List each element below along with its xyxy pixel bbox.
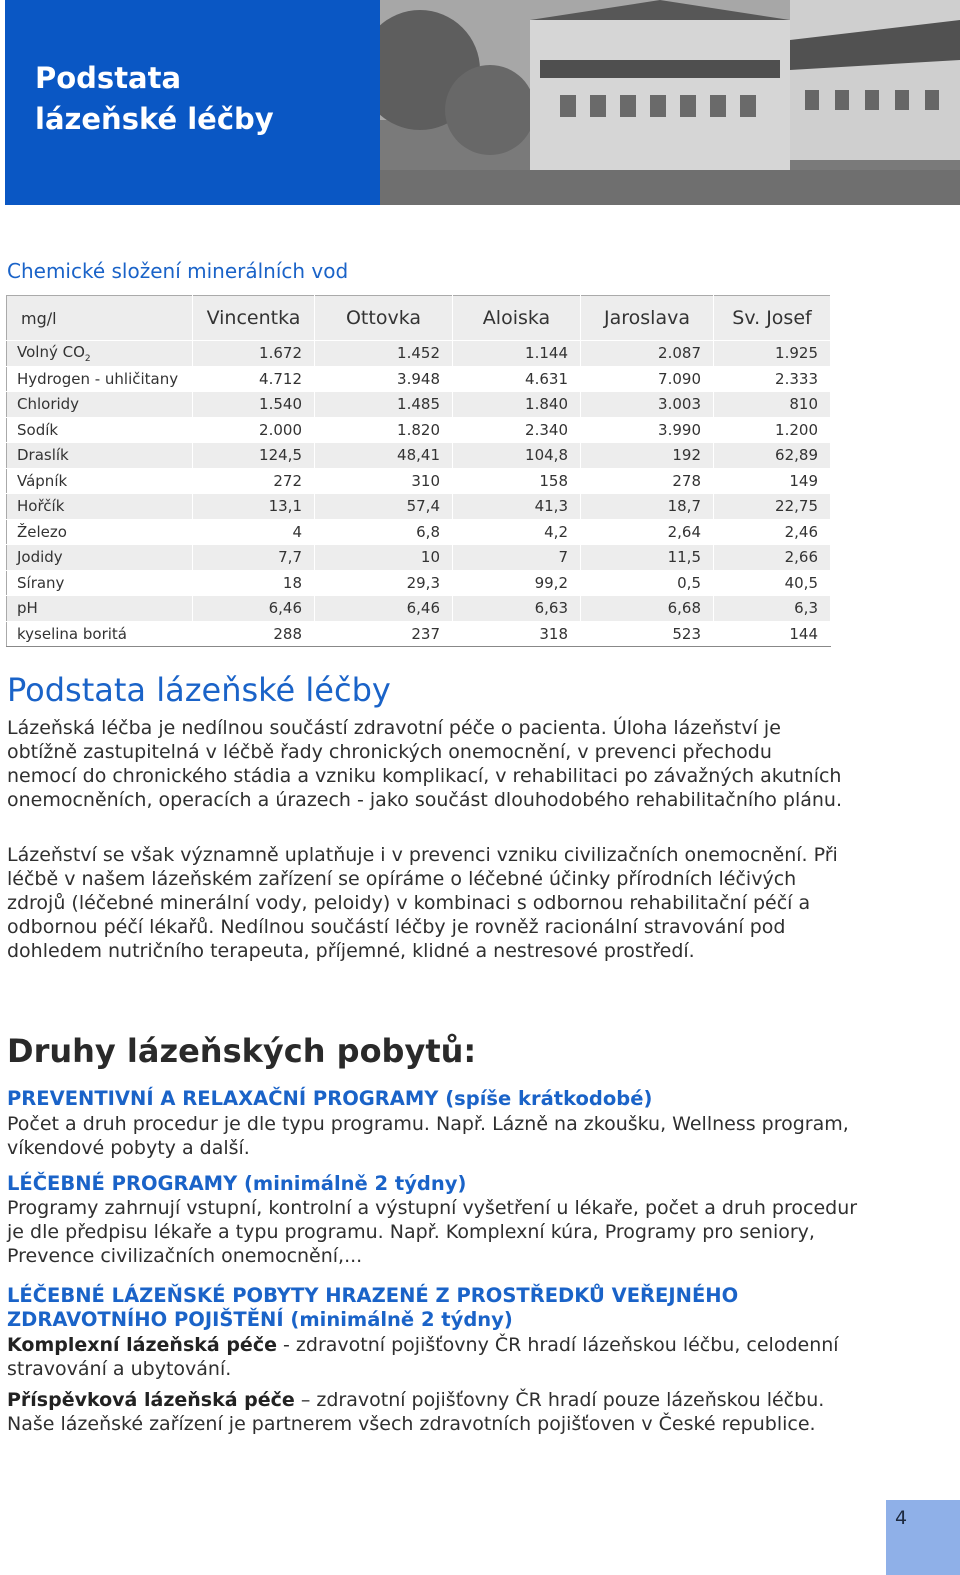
- table-section-title: Chemické složení minerálních vod: [7, 259, 349, 283]
- program-3-b-text: – zdravotní pojišťovny ČR hradí pouze lázeňskou léčbu. Naše lázeňské zařízení je partnerem všech zdravotních pojišťoven v České republice.: [7, 1389, 825, 1436]
- table-cell: 18: [193, 570, 315, 596]
- program-3-paragraph-a: [7, 1333, 867, 1381]
- program-1-title: PREVENTIVNÍ A RELAXAČNÍ PROGRAMY (spíše krátkodobé): [7, 1087, 653, 1110]
- table-cell: 810: [714, 392, 831, 418]
- minerals-table: [6, 295, 831, 647]
- table-cell: 318: [453, 621, 581, 647]
- intro-paragraph-2: Lázeňství se však významně uplatňuje i v prevenci vzniku civilizačních onemocnění. Při léčbě v našem lázeňském zařízení se opíráme o léčebné účinky přírodních léčivých zdrojů (léčebné minerální vody, peloidy) v kombinaci s odbornou rehabilitační péčí a odbornou péčí lékařů. Nedílnou součástí léčby je rovněž racionální stravování pod dohledem nutričního terapeuta, příjemné, klidné a nestresové prostředí.: [7, 844, 838, 963]
- table-cell: 4.631: [453, 366, 581, 392]
- table-cell: 29,3: [315, 570, 453, 596]
- table-cell: 11,5: [581, 545, 714, 571]
- table-cell: 2,64: [581, 519, 714, 545]
- table-cell: 7,7: [193, 545, 315, 571]
- table-cell: 158: [453, 468, 581, 494]
- title-line-2: lázeňské léčby: [35, 102, 274, 136]
- table-cell: 523: [581, 621, 714, 647]
- table-cell: 4,2: [453, 519, 581, 545]
- table-cell: 3.003: [581, 392, 714, 418]
- page-title: [35, 58, 274, 140]
- table-cell: 1.144: [453, 341, 581, 367]
- column-header: Ottovka: [315, 296, 453, 341]
- table-row: [7, 468, 831, 494]
- row-label: Sodík: [7, 417, 193, 443]
- table-row: [7, 494, 831, 520]
- table-row: [7, 545, 831, 571]
- table-cell: 6,46: [315, 596, 453, 622]
- table-cell: 7: [453, 545, 581, 571]
- table-row: [7, 570, 831, 596]
- row-label: pH: [7, 596, 193, 622]
- table-cell: 1.485: [315, 392, 453, 418]
- table-cell: 278: [581, 468, 714, 494]
- table-cell: 3.990: [581, 417, 714, 443]
- table-row: [7, 417, 831, 443]
- table-cell: 2.333: [714, 366, 831, 392]
- column-header: Vincentka: [193, 296, 315, 341]
- table-cell: 1.452: [315, 341, 453, 367]
- row-label: Jodidy: [7, 545, 193, 571]
- table-row: [7, 443, 831, 469]
- table-cell: 40,5: [714, 570, 831, 596]
- program-3-a-bold: Komplexní lázeňská péče: [7, 1334, 277, 1356]
- title-line-1: Podstata: [35, 61, 182, 95]
- table-cell: 237: [315, 621, 453, 647]
- row-label: Chloridy: [7, 392, 193, 418]
- row-label: Hydrogen - uhličitany: [7, 366, 193, 392]
- table-header-row: [7, 296, 831, 341]
- table-cell: 10: [315, 545, 453, 571]
- programs-heading: Druhy lázeňských pobytů:: [7, 1032, 477, 1070]
- intro-paragraph-1: Lázeňská léčba je nedílnou součástí zdravotní péče o pacienta. Úloha lázeňství je obtížně zastupitelná v léčbě řady chronických onemocnění, v prevenci přechodu nemocí do chronického stádia a vzniku komplikací, v rehabilitaci po závažných akutních onemocněních, operacích a úrazech - jako součást dlouhodobého rehabilitačního plánu.: [7, 717, 843, 812]
- table-cell: 2,46: [714, 519, 831, 545]
- table-cell: 144: [714, 621, 831, 647]
- column-header: Aloiska: [453, 296, 581, 341]
- row-label: Draslík: [7, 443, 193, 469]
- table-cell: 4: [193, 519, 315, 545]
- table-cell: 1.200: [714, 417, 831, 443]
- unit-header: mg/l: [7, 296, 193, 341]
- table-cell: 6,68: [581, 596, 714, 622]
- table-cell: 3.948: [315, 366, 453, 392]
- program-3-paragraph-b: [7, 1388, 867, 1436]
- row-label: Vápník: [7, 468, 193, 494]
- table-row: [7, 621, 831, 647]
- table-cell: 57,4: [315, 494, 453, 520]
- table-row: [7, 341, 831, 367]
- table-cell: 2.000: [193, 417, 315, 443]
- table-cell: 41,3: [453, 494, 581, 520]
- program-3-a-text: - zdravotní pojišťovny ČR hradí lázeňskou léčbu, celodenní stravování a ubytování.: [7, 1334, 839, 1381]
- table-cell: 104,8: [453, 443, 581, 469]
- table-cell: 22,75: [714, 494, 831, 520]
- row-label: kyselina boritá: [7, 621, 193, 647]
- table-cell: 2.087: [581, 341, 714, 367]
- table-cell: 62,89: [714, 443, 831, 469]
- table-cell: 272: [193, 468, 315, 494]
- table-cell: 6,46: [193, 596, 315, 622]
- program-2-text: Programy zahrnují vstupní, kontrolní a výstupní vyšetření u lékaře, počet a druh procedur je dle předpisu lékaře a typu programu. Např. Komplexní kúra, Programy pro seniory, Prevence civilizačních onemocnění,...: [7, 1197, 858, 1268]
- table-cell: 192: [581, 443, 714, 469]
- spa-building-photo: [380, 0, 960, 205]
- table-cell: 1.840: [453, 392, 581, 418]
- table-cell: 1.925: [714, 341, 831, 367]
- table-cell: 149: [714, 468, 831, 494]
- table-cell: 2,66: [714, 545, 831, 571]
- table-cell: 13,1: [193, 494, 315, 520]
- table-cell: 18,7: [581, 494, 714, 520]
- table-cell: 6,3: [714, 596, 831, 622]
- row-label-subscript: 2: [84, 353, 91, 364]
- table-cell: 6,63: [453, 596, 581, 622]
- table-row: [7, 519, 831, 545]
- table-cell: 7.090: [581, 366, 714, 392]
- row-label: Volný $CO_2$: [7, 341, 193, 367]
- row-label: Hořčík: [7, 494, 193, 520]
- table-cell: 0,5: [581, 570, 714, 596]
- table-cell: 99,2: [453, 570, 581, 596]
- table-cell: 4.712: [193, 366, 315, 392]
- table-cell: 1.820: [315, 417, 453, 443]
- row-label: Železo: [7, 519, 193, 545]
- spa-building-illustration: [380, 0, 960, 205]
- program-3-b-bold: Příspěvková lázeňská péče: [7, 1389, 295, 1411]
- row-label: Sírany: [7, 570, 193, 596]
- table-row: [7, 366, 831, 392]
- table-cell: 6,8: [315, 519, 453, 545]
- column-header: Sv. Josef: [714, 296, 831, 341]
- program-1-text: Počet a druh procedur je dle typu programu. Např. Lázně na zkoušku, Wellness program, víkendové pobyty a další.: [7, 1113, 849, 1160]
- column-header: Jaroslava: [581, 296, 714, 341]
- table-cell: 1.540: [193, 392, 315, 418]
- page-number: 4: [895, 1507, 908, 1529]
- table-cell: 2.340: [453, 417, 581, 443]
- table-cell: 48,41: [315, 443, 453, 469]
- table-cell: 124,5: [193, 443, 315, 469]
- table-cell: 288: [193, 621, 315, 647]
- table-row: [7, 596, 831, 622]
- program-3-title: LÉČEBNÉ LÁZEŇSKÉ POBYTY HRAZENÉ Z PROSTŘEDKŮ VEŘEJNÉHO ZDRAVOTNÍHO POJIŠTĚNÍ (minimálně 2 týdny): [7, 1284, 739, 1331]
- minerals-table-wrapper: [6, 295, 830, 647]
- table-row: [7, 392, 831, 418]
- intro-heading: Podstata lázeňské léčby: [7, 671, 391, 709]
- program-2-title: LÉČEBNÉ PROGRAMY (minimálně 2 týdny): [7, 1172, 467, 1195]
- table-cell: 1.672: [193, 341, 315, 367]
- table-cell: 310: [315, 468, 453, 494]
